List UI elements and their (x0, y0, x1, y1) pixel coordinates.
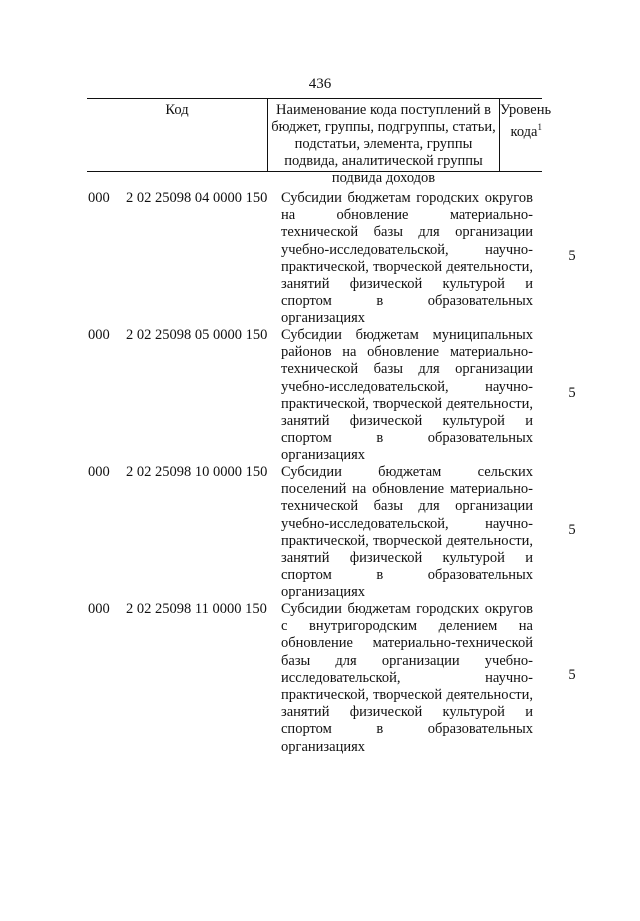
revenue-code: 2 02 25098 05 0000 150 (126, 327, 268, 343)
code-description: Субсидии бюджетам городских округов с внутригородским делением на обновление материально-технической базы для организации учебно-исследовательской, научно-практической, творческой деятельности, занятий физической культурой и спортом в образовательных организациях (281, 601, 533, 755)
header-level-footnote: 1 (537, 122, 542, 132)
header-level (500, 99, 552, 171)
table-header (87, 98, 552, 186)
revenue-code: 2 02 25098 04 0000 150 (126, 190, 268, 206)
code-level: 5 (568, 385, 576, 401)
page-number: 436 (308, 76, 332, 92)
admin-code: 000 (88, 464, 110, 480)
admin-code: 000 (88, 190, 110, 206)
admin-code: 000 (88, 601, 110, 617)
code-description: Субсидии бюджетам сельских поселений на обновление материально-технической базы для организации учебно-исследовательской, научно-практической, творческой деятельности, занятий физической культурой и спортом в образовательных организациях (281, 464, 533, 601)
code-level: 5 (568, 667, 576, 683)
revenue-code: 2 02 25098 10 0000 150 (126, 464, 268, 480)
header-name: Наименование кода поступлений в бюджет, группы, подгруппы, статьи, подстатьи, элемента, группы подвида, аналитической группы подвида доходов (267, 99, 500, 171)
header-code: Код (165, 102, 189, 118)
header-level-label: Уровень кода (500, 102, 552, 140)
revenue-code: 2 02 25098 11 0000 150 (126, 601, 267, 617)
code-level: 5 (568, 522, 576, 538)
code-description: Субсидии бюджетам муниципальных районов на обновление материально-технической базы для организации учебно-исследовательской, научно-практической, творческой деятельности, занятий физической культурой и спортом в образовательных организациях (281, 327, 533, 464)
admin-code: 000 (88, 327, 110, 343)
code-level: 5 (568, 248, 576, 264)
code-description: Субсидии бюджетам городских округов на обновление материально-технической базы для организации учебно-исследовательской, научно-практической, творческой деятельности, занятий физической культурой и спортом в образовательных организациях (281, 190, 533, 327)
